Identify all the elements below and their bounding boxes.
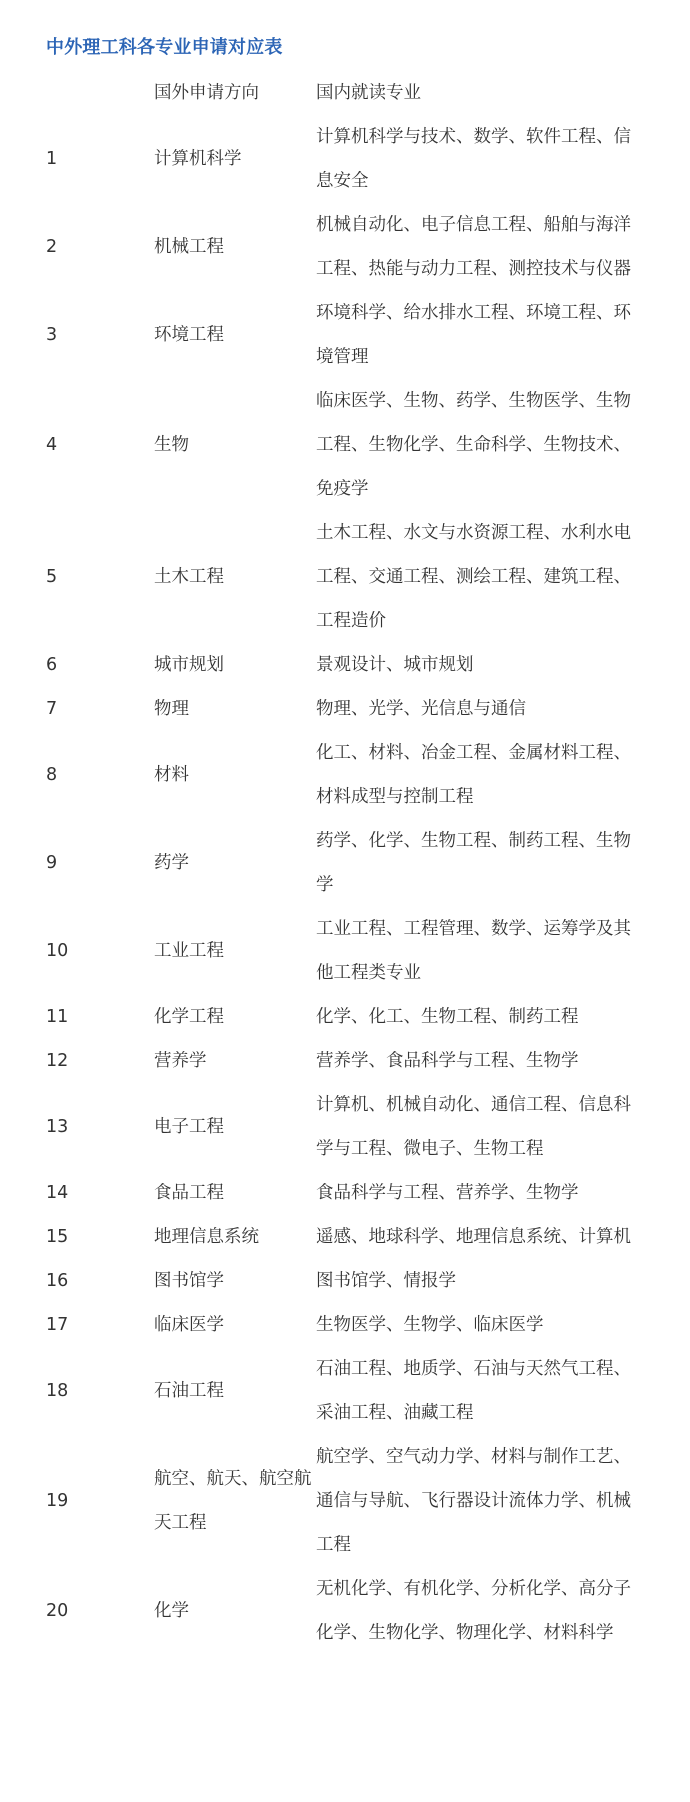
row-num: 5 xyxy=(46,567,58,587)
header-domestic: 国内就读专业 xyxy=(316,83,421,103)
row-major: 城市规划 xyxy=(154,655,224,675)
row-domestic: 物理、光学、光信息与通信 xyxy=(316,699,526,719)
row-num: 20 xyxy=(46,1601,69,1621)
row-domestic: 环境科学、给水排水工程、环境工程、环境管理 xyxy=(316,303,631,367)
table-row xyxy=(46,1171,646,1215)
row-major: 图书馆学 xyxy=(154,1271,224,1291)
row-domestic: 石油工程、地质学、石油与天然气工程、采油工程、油藏工程 xyxy=(316,1359,631,1423)
row-major: 化学工程 xyxy=(154,1007,224,1027)
row-domestic: 化工、材料、冶金工程、金属材料工程、材料成型与控制工程 xyxy=(316,743,631,807)
row-num: 14 xyxy=(46,1183,69,1203)
table-row xyxy=(46,379,646,511)
table-row xyxy=(46,203,646,291)
table-row xyxy=(46,1259,646,1303)
row-num: 6 xyxy=(46,655,58,675)
row-domestic: 化学、化工、生物工程、制药工程 xyxy=(316,1007,579,1027)
row-major: 计算机科学 xyxy=(154,149,242,169)
row-domestic: 药学、化学、生物工程、制药工程、生物学 xyxy=(316,831,631,895)
row-domestic: 景观设计、城市规划 xyxy=(316,655,474,675)
row-major: 材料 xyxy=(154,765,189,785)
table-row xyxy=(46,291,646,379)
row-domestic: 航空学、空气动力学、材料与制作工艺、通信与导航、飞行器设计流体力学、机械工程 xyxy=(316,1447,631,1555)
row-major: 物理 xyxy=(154,699,189,719)
table-row xyxy=(46,687,646,731)
row-major: 生物 xyxy=(154,435,189,455)
table-row xyxy=(46,115,646,203)
row-num: 13 xyxy=(46,1117,69,1137)
table-row xyxy=(46,1083,646,1171)
table-row xyxy=(46,643,646,687)
row-domestic: 工业工程、工程管理、数学、运筹学及其他工程类专业 xyxy=(316,919,631,983)
row-major: 营养学 xyxy=(154,1051,207,1071)
row-num: 12 xyxy=(46,1051,69,1071)
row-domestic: 生物医学、生物学、临床医学 xyxy=(316,1315,544,1335)
row-num: 10 xyxy=(46,941,69,961)
page-title: 中外理工科各专业申请对应表 xyxy=(46,37,283,58)
table-row xyxy=(46,1039,646,1083)
table-row xyxy=(46,995,646,1039)
row-major: 机械工程 xyxy=(154,237,224,257)
table-row xyxy=(46,1215,646,1259)
row-num: 4 xyxy=(46,435,58,455)
table-row xyxy=(46,819,646,907)
table-row xyxy=(46,1435,646,1567)
row-major: 工业工程 xyxy=(154,941,224,961)
row-domestic: 图书馆学、情报学 xyxy=(316,1271,456,1291)
table-header-row xyxy=(46,71,646,115)
row-num: 1 xyxy=(46,149,58,169)
header-major: 国外申请方向 xyxy=(154,83,259,103)
row-num: 7 xyxy=(46,699,58,719)
table-row xyxy=(46,907,646,995)
row-domestic: 机械自动化、电子信息工程、船舶与海洋工程、热能与动力工程、测控技术与仪器 xyxy=(316,215,631,279)
row-num: 16 xyxy=(46,1271,69,1291)
row-major: 石油工程 xyxy=(154,1381,224,1401)
row-major: 食品工程 xyxy=(154,1183,224,1203)
row-domestic: 营养学、食品科学与工程、生物学 xyxy=(316,1051,579,1071)
row-domestic: 计算机科学与技术、数学、软件工程、信息安全 xyxy=(316,127,631,191)
row-major: 环境工程 xyxy=(154,325,224,345)
row-domestic: 土木工程、水文与水资源工程、水利水电工程、交通工程、测绘工程、建筑工程、工程造价 xyxy=(316,523,631,631)
row-major: 土木工程 xyxy=(154,567,224,587)
row-num: 17 xyxy=(46,1315,69,1335)
table-row xyxy=(46,1303,646,1347)
major-table xyxy=(46,71,646,1655)
row-major: 地理信息系统 xyxy=(154,1227,259,1247)
row-num: 3 xyxy=(46,325,58,345)
row-major: 电子工程 xyxy=(154,1117,224,1137)
row-domestic: 无机化学、有机化学、分析化学、高分子化学、生物化学、物理化学、材料科学 xyxy=(316,1579,631,1643)
row-domestic: 临床医学、生物、药学、生物医学、生物工程、生物化学、生命科学、生物技术、免疫学 xyxy=(316,391,631,499)
row-major: 航空、航天、航空航天工程 xyxy=(154,1469,312,1533)
row-num: 15 xyxy=(46,1227,69,1247)
table-row xyxy=(46,1567,646,1655)
row-num: 11 xyxy=(46,1007,69,1027)
row-num: 9 xyxy=(46,853,58,873)
row-major: 药学 xyxy=(154,853,189,873)
table-row xyxy=(46,731,646,819)
row-num: 2 xyxy=(46,237,58,257)
row-num: 18 xyxy=(46,1381,69,1401)
row-domestic: 食品科学与工程、营养学、生物学 xyxy=(316,1183,579,1203)
row-major: 化学 xyxy=(154,1601,189,1621)
row-num: 19 xyxy=(46,1491,69,1511)
row-domestic: 遥感、地球科学、地理信息系统、计算机 xyxy=(316,1227,631,1247)
table-row xyxy=(46,1347,646,1435)
row-num: 8 xyxy=(46,765,58,785)
row-domestic: 计算机、机械自动化、通信工程、信息科学与工程、微电子、生物工程 xyxy=(316,1095,631,1159)
table-row xyxy=(46,511,646,643)
row-major: 临床医学 xyxy=(154,1315,224,1335)
